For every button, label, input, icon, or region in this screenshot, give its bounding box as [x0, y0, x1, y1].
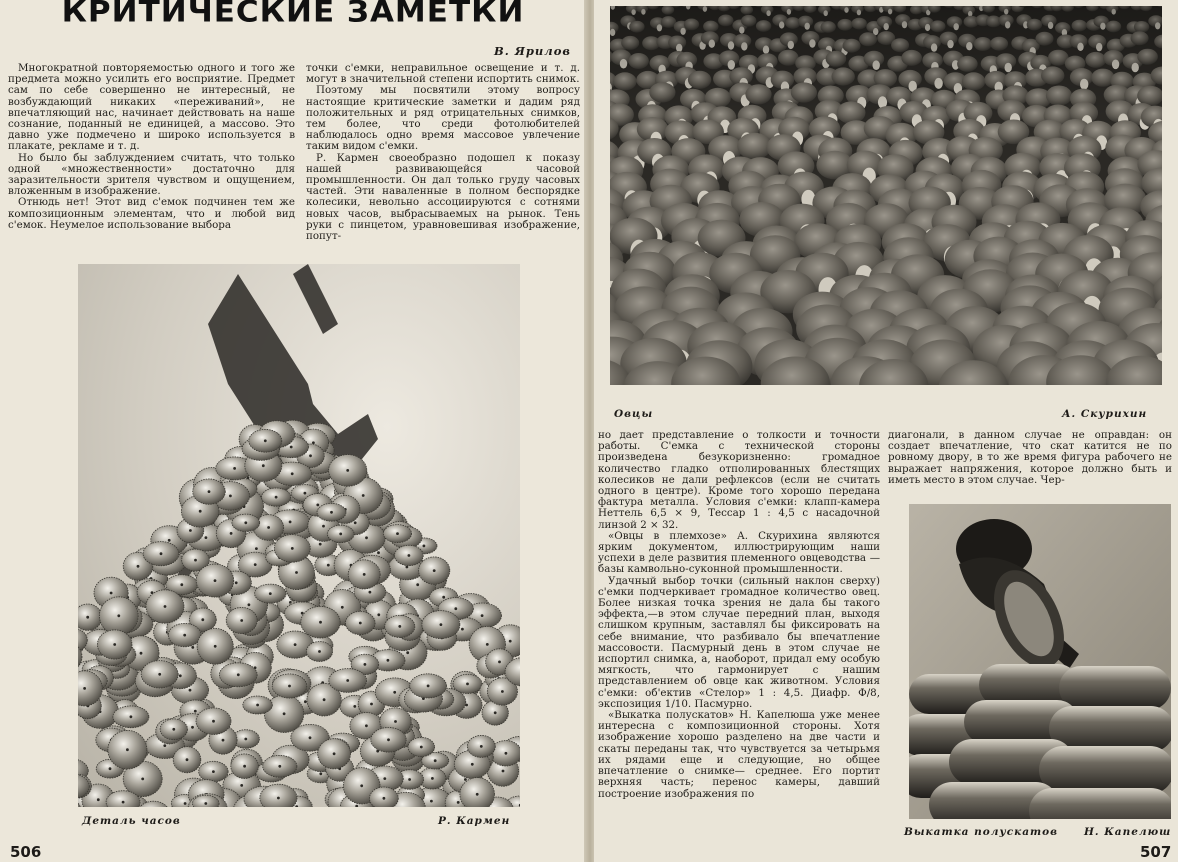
paragraph: но дает представление о толкости и точности работы. С'емка с технической стороны произведена безукоризненно: громадное количество гладко отполированных блестящих колесиков не дали рефлексов (если не считать одного в центре). Кроме того хорошо передана фактура металла. Условия с'емки: клапп-камера Неттель 6,5 × 9, Тессар 1 : 4,5 с насадочной линзой 2 × 32. [598, 429, 880, 531]
left-page [0, 0, 586, 862]
paragraph: Р. Кармен своеобразно подошел к показу нашей развивающейся часовой промышленности. Он дал только груду часовых частей. Эти наваленные в полном беспорядке колесики, невольно ассоциируются с сотнями новых часов, выбрасываемых на рынок. Тень руки с пинцетом, уравновешивая изображение, попут- [306, 151, 580, 243]
left-column-2 [306, 63, 580, 242]
paragraph: «Овцы в племхозе» А. Скурихина являются ярким документом, иллюстрирующим наши успехи в деле развития племенного овцеводства — базы камвольно-суконной промышленности. [598, 529, 880, 576]
paragraph: Но было бы заблуждением считать, что только одной «множественности» достаточно для заразительности зрителя чувством и ощущением, вложенным в изображение. [8, 151, 295, 198]
paragraph: Отнюдь нет! Этот вид с'емок подчинен тем же композиционным элементам, что и любой вид с'емок. Неумелое использование выбора [8, 196, 295, 231]
paragraph: Поэтому мы посвятили этому вопросу настоящие критические заметки и дадим ряд положительных и ряд отрицательных снимков, тем более, что среди фотолюбителей наблюдалось одно время массовое увлечение таким видом с'емки. [306, 84, 580, 153]
author-byline: В. Ярилов [494, 44, 571, 58]
page-number: 506 [10, 843, 42, 861]
paragraph: «Выкатка полускатов» Н. Капелюша уже менее интересна с композиционной стороны. Хотя изображение хорошо разделено на две части и скаты переданы так, что чувствуется за четырьмя их рядами еще и следующие, но общее впечатление о снимке— среднее. Его портит верхняя часть; перенос камеры, давший построение изображения по [598, 709, 880, 800]
photo-caption: Выкатка полускатов [904, 826, 1059, 838]
photo-credit: Н. Капелюш [1084, 826, 1172, 838]
paragraph: диагонали, в данном случае не оправдан: он создает впечатление, что скат катится не по ровному двору, в то же время фигура рабочего не выражает напряжения, которое должно быть и иметь место в этом случае. Чер- [888, 429, 1172, 486]
page-number: 507 [1140, 843, 1172, 861]
paragraph: точки с'емки, неправильное освещение и т. д. могут в значительной степени испортить снимок. [306, 62, 580, 86]
photo-caption: Овцы [614, 408, 654, 420]
photo-credit: Р. Кармен [438, 815, 511, 827]
paragraph: Многократной повторяемостью одного и того же предмета можно усилить его восприятие. Предмет сам по себе совершенно не интересный, не возбуждающий никаких «переживаний», не впечатляющий нас, начинает действовать на наше сознание, поданный не единицей, а массово. Это давно уже подмечено и широко используется в плакате, рекламе и т. д. [8, 62, 295, 153]
tyre-rows [909, 664, 1171, 819]
watch-parts-photo [78, 264, 520, 807]
right-column-2 [888, 430, 1172, 486]
right-page [594, 0, 1178, 862]
wheel-rolling-photo [909, 504, 1171, 819]
left-column-1 [8, 63, 295, 231]
paragraph: Удачный выбор точки (сильный наклон сверху) с'емки подчеркивает громадное количество овец. Более низкая точка зрения не дала бы такого эффекта,—в этом случае передний план, выходя слишком крупным, заставлял бы фиксировать на себе внимание, что разбивало бы впечатление массовости. Пасмурный день в этом случае не испортил снимка, а, наоборот, придал ему особую мягкость, что гармонирует с нашим представлением об овце как животном. Условия с'емки: об'ектив «Стелор» 1 : 4,5. Диафр. Ф/8, экспозиция 1/10. Пасмурно. [598, 574, 880, 710]
photo-caption: Деталь часов [82, 815, 181, 827]
right-column-1 [598, 430, 880, 800]
article-title: КРИТИЧЕСКИЕ ЗАМЕТКИ [61, 0, 525, 30]
photo-credit: А. Скурихин [1062, 408, 1148, 420]
sheep-flock-photo [610, 6, 1162, 385]
